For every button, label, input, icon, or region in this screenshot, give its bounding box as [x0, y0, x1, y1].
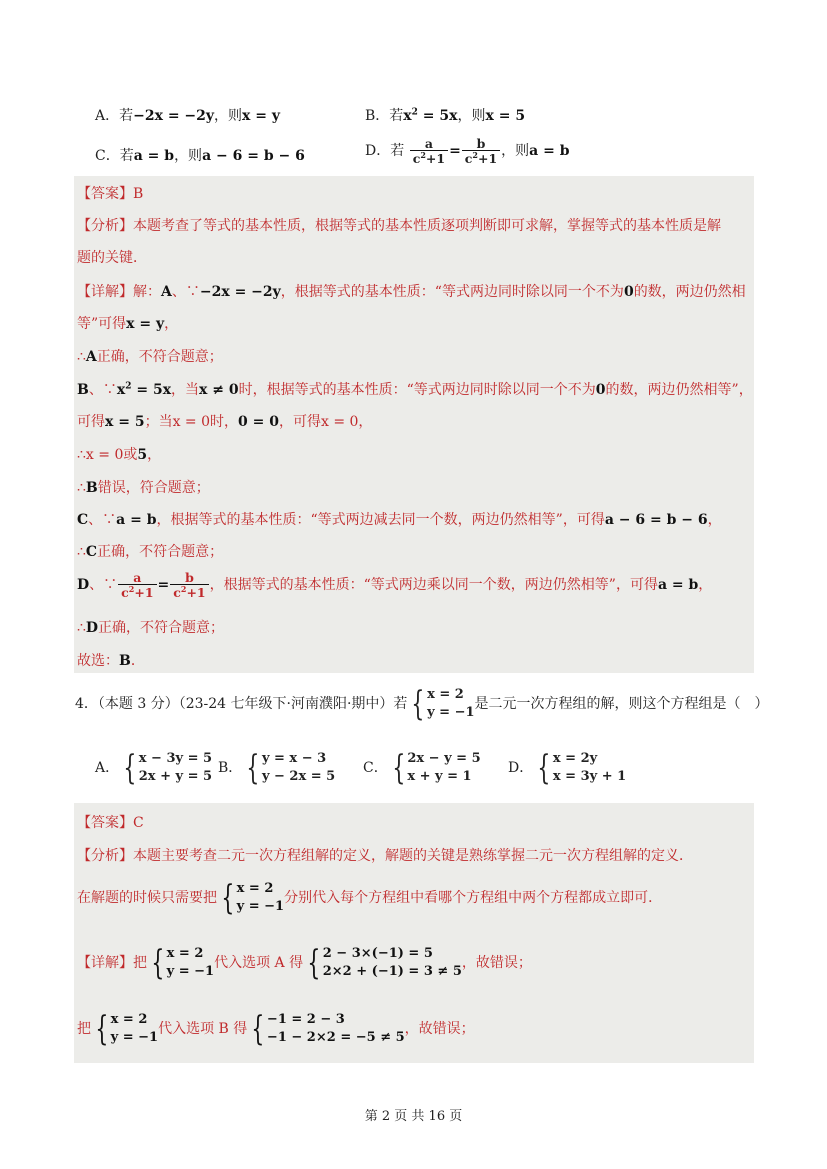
numerator: a — [133, 570, 142, 585]
text: ，根据等式的基本性质：“等式两边乘以同一个数，两边仍然相等”，可得 — [209, 577, 658, 594]
q4-detail-line-1 — [77, 945, 532, 981]
math: x = 0 — [320, 414, 359, 430]
equation: a − 6 = b − 6 — [202, 148, 305, 164]
analysis-tag: 【分析】 — [77, 848, 133, 864]
denominator — [410, 150, 448, 165]
q4-option-b — [218, 750, 335, 786]
den-base: c — [173, 585, 181, 601]
q3-detail-line-10 — [77, 571, 712, 599]
equation: = 5x — [417, 108, 458, 124]
math: D — [77, 577, 90, 594]
exponent: 2 — [180, 584, 187, 595]
q3-analysis-line-2: 题的关键． — [77, 250, 147, 266]
text: 、∵ — [171, 284, 200, 300]
answer-value: C — [133, 815, 144, 831]
q4-option-a — [95, 750, 212, 786]
fraction — [170, 571, 208, 599]
fraction — [410, 137, 448, 165]
solution-system: { x = 2 y = −1 — [411, 684, 475, 724]
text: 等”可得 — [77, 316, 127, 332]
exponent: 2 — [128, 584, 135, 595]
math: a − 6 = b − 6 — [604, 512, 708, 528]
option-system: { y = x − 3 y − 2x = 5 — [246, 748, 336, 788]
q3-detail-line-2 — [77, 313, 178, 333]
q3-option-c — [95, 145, 305, 165]
system-row: 2x − y = 5 — [407, 751, 481, 766]
equation: a = b — [133, 148, 175, 164]
math: a = b — [657, 577, 699, 594]
answer-tag: 【答案】 — [77, 186, 133, 202]
text: ∴ — [77, 349, 86, 365]
system: { x = 2 y = −1 — [95, 1009, 159, 1049]
text: 正确，不符合题意； — [98, 620, 225, 636]
text: 代入选项 B 得 — [158, 1021, 248, 1037]
system-row: y − 2x = 5 — [261, 769, 336, 784]
system: { x = 2 y = −1 — [151, 943, 215, 983]
den-base: c — [412, 151, 421, 167]
text: 时，根据等式的基本性质：“等式两边同时除以同一个不为 — [238, 382, 596, 398]
text: ∴ — [77, 620, 86, 636]
exponent: 2 — [472, 150, 478, 161]
q4-stem — [75, 686, 769, 722]
math: x = 0 — [85, 447, 124, 463]
system-row: x = 2 — [236, 881, 274, 896]
text: ，故错误； — [461, 955, 532, 971]
q3-detail-line-12 — [77, 650, 145, 670]
option-label: A．若 — [95, 108, 134, 124]
detail-tag: 【详解】 — [77, 284, 133, 300]
system-row: y = −1 — [236, 899, 285, 914]
text: ∴ — [77, 480, 86, 496]
answer-value: B — [133, 186, 144, 202]
option-label: B． — [218, 760, 243, 776]
math: A — [85, 349, 97, 365]
math: D — [85, 620, 99, 636]
text: ，则 — [501, 143, 530, 160]
text: 、∵ — [88, 512, 117, 528]
option-label: C． — [363, 760, 388, 776]
text: ， — [164, 316, 179, 332]
q3-detail-line-6 — [77, 444, 161, 464]
system-row: y = −1 — [166, 964, 215, 979]
system-row: x = 2 — [110, 1012, 148, 1027]
q3-detail-line-5 — [77, 411, 372, 431]
q3-detail-line-1 — [77, 281, 746, 301]
den-base: c — [464, 151, 473, 167]
text: ，当 — [171, 382, 200, 398]
text: 代入选项 A 得 — [214, 955, 304, 971]
den-rest: +1 — [425, 151, 446, 167]
q4-analysis-line-2 — [77, 880, 662, 916]
text: ；当 — [144, 414, 173, 430]
den-rest: +1 — [134, 585, 154, 601]
math: A — [161, 284, 172, 300]
text: 的数，两边仍然相 — [633, 284, 746, 300]
detail-tag: 【详解】 — [77, 955, 133, 971]
text: 故选： — [77, 653, 119, 669]
system-row: x − 3y = 5 — [138, 751, 213, 766]
system-row: x = 2 — [427, 687, 464, 702]
text: ，则 — [174, 148, 203, 164]
text: 把 — [77, 1021, 91, 1037]
q4-option-d — [508, 750, 626, 786]
option-label: D．若 — [365, 143, 405, 160]
q4-option-c — [363, 750, 481, 786]
math: a = b — [116, 512, 157, 528]
math: −2x = −2y — [199, 284, 281, 300]
math: = 5x — [131, 382, 172, 398]
numerator: a — [424, 136, 433, 151]
text: 可得 — [77, 414, 105, 430]
option-label: A． — [95, 760, 120, 776]
equation: a = b — [529, 143, 570, 160]
math: x = y — [126, 316, 165, 332]
math: C — [77, 512, 89, 528]
text: ∴ — [77, 447, 86, 463]
system-row: 2×2 + (−1) = 3 ≠ 5 — [322, 964, 462, 979]
system: { x = 2 y = −1 — [221, 878, 285, 918]
option-system: { 2x − y = 5 x + y = 1 — [392, 748, 481, 788]
q3-option-d — [365, 137, 570, 165]
text: 时， — [210, 414, 239, 430]
system-row: x = 3y + 1 — [552, 769, 627, 784]
exponent: 2 — [125, 381, 132, 392]
text: 解： — [133, 284, 161, 300]
math: 0 = 0 — [238, 414, 279, 430]
math: 0 — [595, 382, 606, 398]
denominator — [462, 150, 500, 165]
q3-option-b — [365, 105, 525, 125]
fraction — [118, 571, 156, 599]
den-base: c — [121, 585, 129, 601]
exponent: 2 — [420, 150, 426, 161]
system: { 2 − 3×(−1) = 5 2×2 + (−1) = 3 ≠ 5 — [307, 943, 462, 983]
q4-detail-line-2 — [77, 1011, 475, 1047]
system-row: x = 2 — [166, 946, 204, 961]
q3-answer — [77, 183, 143, 203]
q3-detail-line-8 — [77, 509, 722, 529]
text: ，则 — [457, 108, 486, 124]
text: 、∵ — [89, 577, 118, 594]
system-row: 2x + y = 5 — [138, 769, 213, 784]
math: B — [119, 653, 131, 669]
equation: x = y — [242, 108, 280, 124]
system-row: y = −1 — [427, 705, 475, 720]
stem-text: 4．（本题 3 分）（23-24 七年级下·河南濮阳·期中）若 — [75, 696, 408, 712]
exponent: 2 — [411, 107, 418, 118]
text: 在解题的时候只需要把 — [77, 890, 217, 906]
den-rest: +1 — [186, 585, 206, 601]
text: ，根据等式的基本性质：“等式两边同时除以同一个不为 — [280, 284, 624, 300]
equation: x = 5 — [485, 108, 526, 124]
q3-option-a — [95, 105, 280, 125]
math: x — [116, 382, 126, 398]
fraction — [462, 137, 500, 165]
equation: −2x = −2y — [133, 108, 215, 124]
text: 错误，符合题意； — [97, 480, 210, 496]
text: 分别代入每个方程组中看哪个方程组中两个方程都成立即可． — [284, 890, 663, 906]
analysis-tag: 【分析】 — [77, 218, 133, 234]
equation: x — [403, 108, 412, 124]
numerator: b — [185, 570, 194, 585]
stem-text: 是二元一次方程组的解，则这个方程组是（ ） — [474, 696, 769, 712]
text: ，可得 — [278, 414, 321, 430]
option-system: { x = 2y x = 3y + 1 — [537, 748, 627, 788]
system-row: y = −1 — [110, 1030, 159, 1045]
analysis-text: 本题主要考查二元一次方程组解的定义，解题的关键是熟练掌握二元一次方程组解的定义． — [133, 848, 693, 864]
system-row: x = 2y — [552, 751, 598, 766]
system-row: y = x − 3 — [261, 751, 327, 766]
math: x = 5 — [105, 414, 145, 430]
text: ∴ — [77, 544, 86, 560]
system-row: −1 − 2×2 = −5 ≠ 5 — [266, 1030, 405, 1045]
system-row: x + y = 1 — [407, 769, 472, 784]
text: 正确，不符合题意； — [96, 349, 223, 365]
q4-analysis — [77, 845, 693, 865]
text: ， — [707, 512, 722, 528]
text: 正确，不符合题意； — [97, 544, 224, 560]
math: 5 — [137, 447, 148, 463]
system-row: 2 − 3×(−1) = 5 — [322, 946, 433, 961]
system-row: −1 = 2 − 3 — [266, 1012, 345, 1027]
text: 或 — [123, 447, 138, 463]
text: ． — [130, 653, 145, 669]
text: ， — [358, 414, 373, 430]
numerator: b — [476, 136, 486, 151]
text: ， — [147, 447, 162, 463]
den-rest: +1 — [478, 151, 498, 167]
text: 、∵ — [88, 382, 117, 398]
text: ，故错误； — [404, 1021, 475, 1037]
option-system: { x − 3y = 5 2x + y = 5 — [123, 748, 213, 788]
q3-detail-line-7 — [77, 477, 210, 497]
system: { −1 = 2 − 3 −1 − 2×2 = −5 ≠ 5 — [251, 1009, 405, 1049]
math: C — [85, 544, 98, 560]
denominator — [118, 584, 156, 599]
equals: = — [157, 577, 170, 594]
math: x = 0 — [172, 414, 211, 430]
text: ，根据等式的基本性质：“等式两边减去同一个数，两边仍然相等”，可得 — [156, 512, 605, 528]
math: 0 — [623, 284, 634, 300]
q3-detail-line-9 — [77, 541, 223, 561]
option-label: C．若 — [95, 148, 134, 164]
denominator — [170, 584, 208, 599]
q3-detail-line-4 — [77, 379, 753, 399]
option-label: D． — [508, 760, 534, 776]
text: 把 — [133, 955, 147, 971]
page-number: 第 2 页 共 16 页 — [364, 1109, 463, 1124]
text: ， — [698, 577, 713, 594]
answer-tag: 【答案】 — [77, 815, 133, 831]
math: B — [77, 382, 89, 398]
math: x ≠ 0 — [199, 382, 239, 398]
text: ，则 — [214, 108, 243, 124]
q3-detail-line-3 — [77, 346, 223, 366]
q4-answer — [77, 812, 144, 832]
math: B — [85, 480, 98, 496]
analysis-text: 本题考查了等式的基本性质，根据等式的基本性质逐项判断即可求解，掌握等式的基本性质是解 — [133, 218, 721, 234]
equals: = — [449, 143, 461, 160]
option-label: B．若 — [365, 108, 404, 124]
q3-analysis-line-1 — [77, 215, 721, 235]
text: 的数，两边仍然相等”， — [605, 382, 753, 398]
q3-detail-line-11 — [77, 617, 224, 637]
